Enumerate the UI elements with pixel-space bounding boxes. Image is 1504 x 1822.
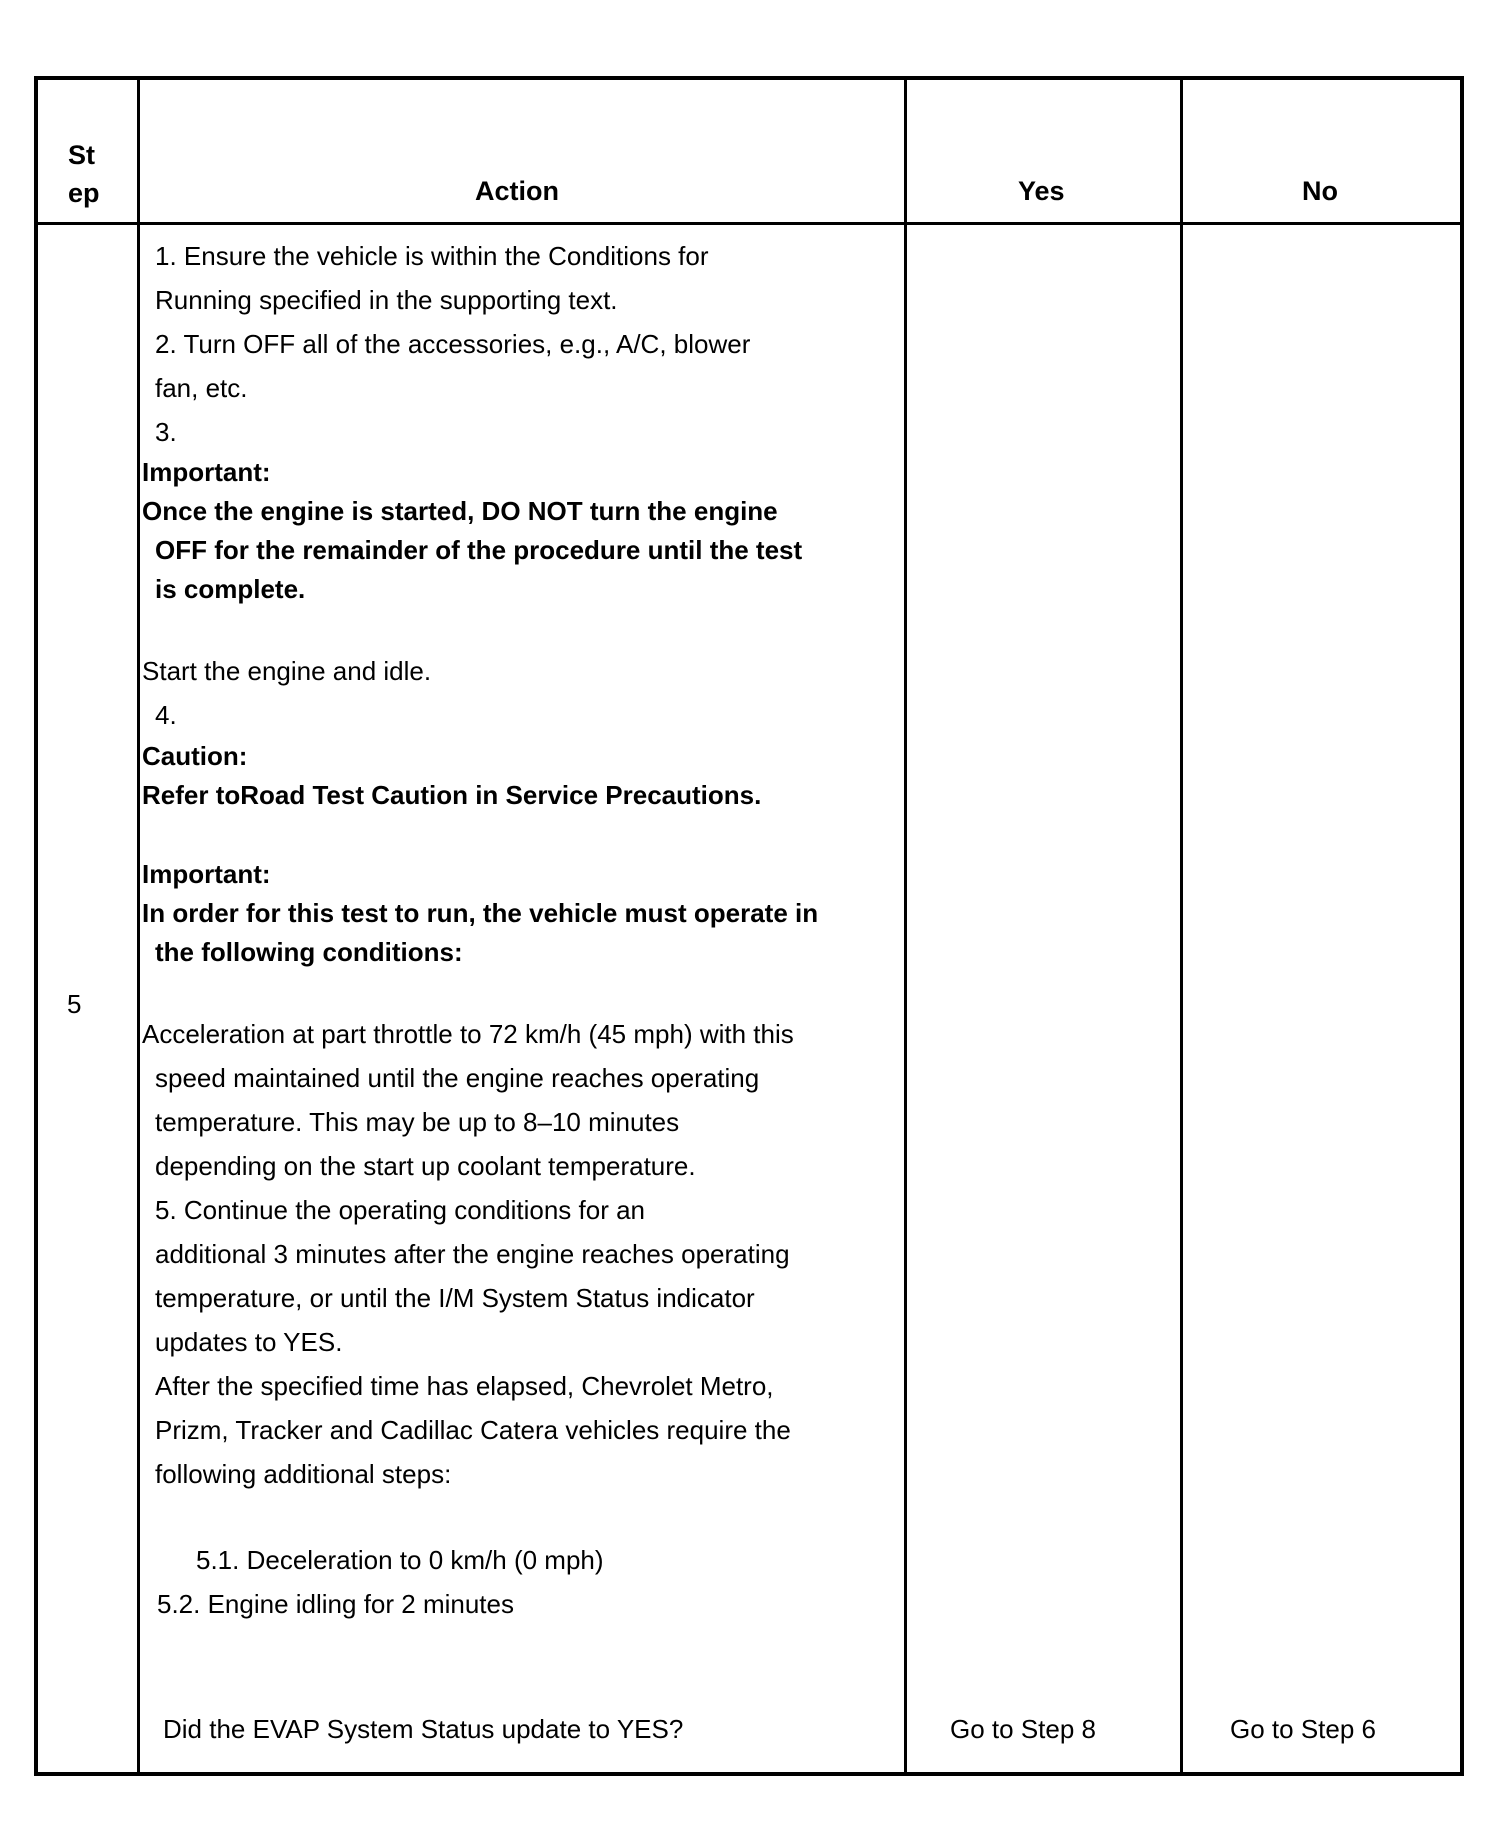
action-line: following additional steps: (155, 1459, 452, 1489)
action-question: Did the EVAP System Status update to YES? (163, 1714, 684, 1744)
important-note: Once the engine is started, DO NOT turn the engine (142, 496, 778, 526)
yes-result: Go to Step 8 (950, 1714, 1096, 1744)
important-note: is complete. (155, 574, 306, 604)
header-step-line1: St (68, 140, 95, 170)
header-yes: Yes (1018, 176, 1065, 206)
action-line: 4. (155, 700, 177, 730)
action-line: depending on the start up coolant temperature. (155, 1151, 696, 1181)
action-line: Prizm, Tracker and Cadillac Catera vehicles require the (155, 1415, 791, 1445)
important-label: Important: (142, 859, 271, 889)
important-note: the following conditions: (155, 937, 463, 967)
action-line: additional 3 minutes after the engine reaches operating (155, 1239, 790, 1269)
column-divider (904, 80, 907, 1772)
action-line: 1. Ensure the vehicle is within the Conditions for (155, 241, 709, 271)
header-step-line2: ep (68, 178, 100, 208)
action-line: Acceleration at part throttle to 72 km/h (45 mph) with this (142, 1019, 794, 1049)
no-result: Go to Step 6 (1230, 1714, 1376, 1744)
action-line: 3. (155, 417, 177, 447)
action-line: 5.1. Deceleration to 0 km/h (0 mph) (196, 1545, 604, 1575)
action-line: 5.2. Engine idling for 2 minutes (157, 1589, 514, 1619)
important-label: Important: (142, 457, 271, 487)
caution-note: Refer toRoad Test Caution in Service Precautions. (142, 780, 762, 810)
action-line: 5. Continue the operating conditions for an (155, 1195, 646, 1225)
column-divider (137, 80, 140, 1772)
header-action: Action (475, 176, 559, 206)
header-divider (38, 222, 1460, 225)
procedure-table (34, 76, 1464, 1776)
important-note: OFF for the remainder of the procedure until the test (155, 535, 803, 565)
action-line: speed maintained until the engine reaches operating (155, 1063, 760, 1093)
action-line: fan, etc. (155, 373, 248, 403)
action-line: temperature, or until the I/M System Status indicator (155, 1283, 755, 1313)
important-note: In order for this test to run, the vehicle must operate in (142, 898, 819, 928)
action-line: Running specified in the supporting text. (155, 285, 618, 315)
action-line: After the specified time has elapsed, Chevrolet Metro, (155, 1371, 774, 1401)
action-line: temperature. This may be up to 8–10 minutes (155, 1107, 680, 1137)
column-divider (1180, 80, 1183, 1772)
header-step (68, 136, 100, 212)
action-line: updates to YES. (155, 1327, 343, 1357)
caution-label: Caution: (142, 741, 248, 771)
action-line: Start the engine and idle. (142, 656, 432, 686)
header-no: No (1302, 176, 1338, 206)
step-number: 5 (67, 989, 82, 1019)
action-line: 2. Turn OFF all of the accessories, e.g., A/C, blower (155, 329, 751, 359)
